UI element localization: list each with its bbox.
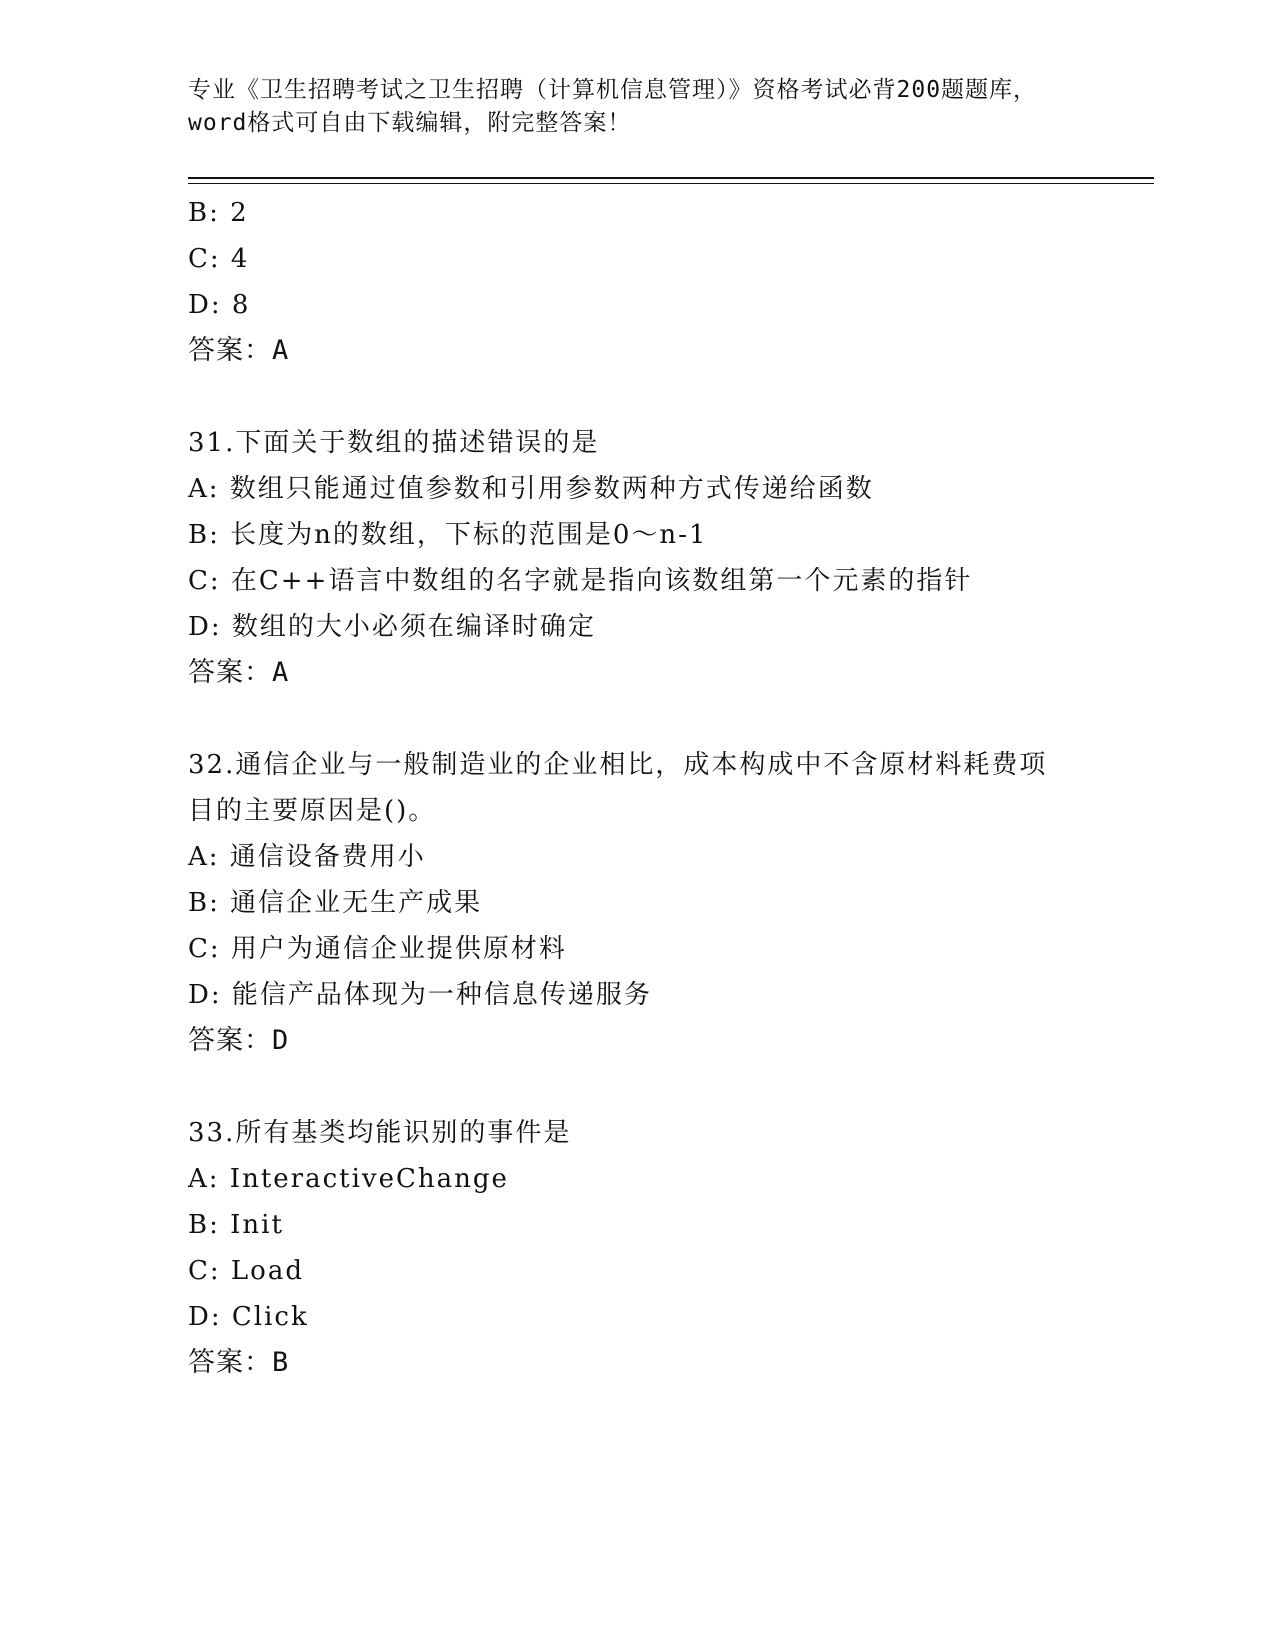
option-d: D: 数组的大小必须在编译时确定 [188, 612, 596, 642]
answer-line: 答案：D [188, 1025, 290, 1056]
answer-line: 答案：A [188, 657, 290, 688]
option-b: B: 2 [188, 198, 249, 228]
question-block [188, 742, 1108, 1064]
question-stem: 33.所有基类均能识别的事件是 [188, 1118, 572, 1148]
question-block [188, 1110, 1108, 1386]
spacer [188, 374, 1108, 420]
header-line-2: word格式可自由下载编辑，附完整答案！ [188, 110, 632, 136]
header-divider-thin [188, 183, 1154, 184]
option-c: C: 用户为通信企业提供原材料 [188, 934, 567, 964]
header-line-1: 专业《卫生招聘考试之卫生招聘（计算机信息管理）》资格考试必背200题题库， [188, 77, 1038, 103]
option-d: D: 能信产品体现为一种信息传递服务 [188, 980, 652, 1010]
question-stem-continued: 目的主要原因是()。 [188, 796, 437, 826]
option-b: B: Init [188, 1210, 284, 1240]
option-d: D: Click [188, 1302, 309, 1332]
question-list [188, 190, 1108, 1386]
answer-line: 答案：B [188, 1347, 290, 1378]
option-c: C: 4 [188, 244, 250, 274]
answer-line: 答案：A [188, 335, 290, 366]
document-header [188, 74, 1108, 140]
option-c: C: 在C++语言中数组的名字就是指向该数组第一个元素的指针 [188, 566, 973, 596]
question-stem: 32.通信企业与一般制造业的企业相比，成本构成中不含原材料耗费项 [188, 750, 1048, 780]
option-b: B: 长度为n的数组，下标的范围是0～n-1 [188, 520, 708, 550]
question-block [188, 420, 1108, 696]
option-b: B: 通信企业无生产成果 [188, 888, 483, 918]
option-d: D: 8 [188, 290, 251, 320]
header-divider-thick [188, 177, 1154, 179]
spacer [188, 696, 1108, 742]
option-a: A: InteractiveChange [188, 1164, 509, 1194]
option-c: C: Load [188, 1256, 304, 1286]
question-block [188, 190, 1108, 374]
spacer [188, 1064, 1108, 1110]
option-a: A: 通信设备费用小 [188, 842, 426, 872]
option-a: A: 数组只能通过值参数和引用参数两种方式传递给函数 [188, 474, 874, 504]
question-stem: 31.下面关于数组的描述错误的是 [188, 428, 600, 458]
